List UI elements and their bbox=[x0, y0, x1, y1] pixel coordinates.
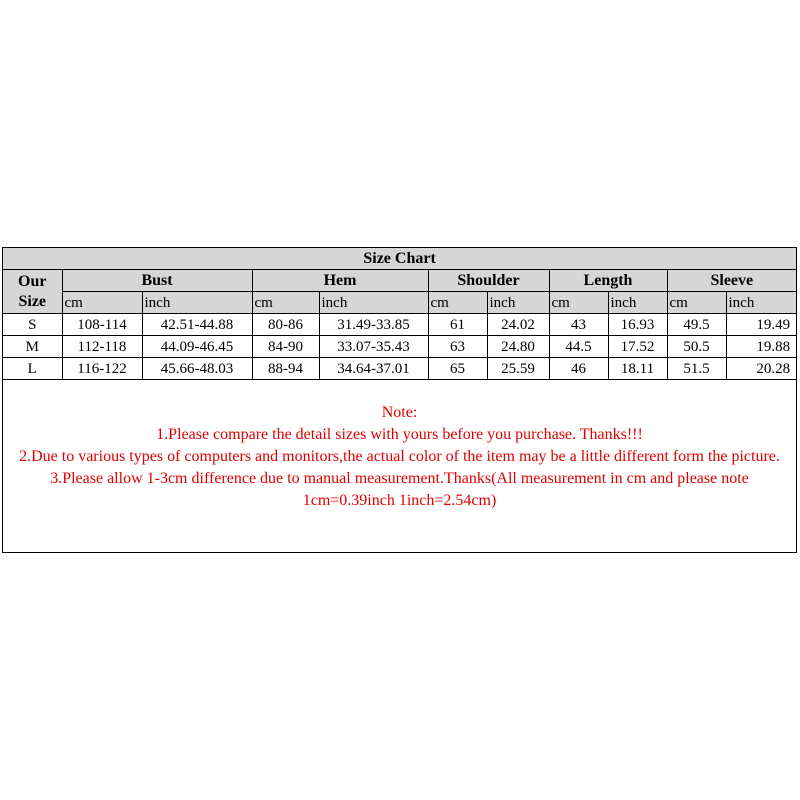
unit-label: inch bbox=[726, 292, 796, 314]
unit-label: inch bbox=[319, 292, 428, 314]
chart-title: Size Chart bbox=[3, 248, 796, 270]
table-cell: 112-118 bbox=[62, 336, 142, 358]
table-cell: 65 bbox=[428, 358, 487, 380]
table-cell: 46 bbox=[549, 358, 608, 380]
size-table bbox=[3, 248, 796, 380]
table-cell: 19.49 bbox=[726, 314, 796, 336]
unit-label: cm bbox=[667, 292, 726, 314]
length-header: Length bbox=[549, 270, 667, 292]
table-cell: 84-90 bbox=[252, 336, 319, 358]
table-cell: 16.93 bbox=[608, 314, 667, 336]
our-size-line1: Our bbox=[18, 272, 47, 290]
table-cell: 25.59 bbox=[487, 358, 549, 380]
unit-label: inch bbox=[142, 292, 252, 314]
sleeve-header: Sleeve bbox=[667, 270, 796, 292]
unit-label: inch bbox=[487, 292, 549, 314]
header-row bbox=[3, 270, 796, 292]
our-size-line2: Size bbox=[18, 292, 47, 310]
size-cell: M bbox=[3, 336, 62, 358]
table-cell: 42.51-44.88 bbox=[142, 314, 252, 336]
table-cell: 45.66-48.03 bbox=[142, 358, 252, 380]
our-size-header bbox=[3, 270, 62, 314]
table-cell: 61 bbox=[428, 314, 487, 336]
note-line-1: 1.Please compare the detail sizes with yours before you purchase. Thanks!!! bbox=[156, 426, 643, 443]
hem-header: Hem bbox=[252, 270, 428, 292]
table-cell: 24.02 bbox=[487, 314, 549, 336]
table-cell: 19.88 bbox=[726, 336, 796, 358]
note-heading: Note: bbox=[381, 404, 418, 421]
notes-section bbox=[3, 382, 796, 552]
note-line-2: 2.Due to various types of computers and monitors,the actual color of the item may be a little different form the picture. bbox=[19, 448, 780, 465]
size-chart bbox=[2, 247, 797, 553]
table-cell: 33.07-35.43 bbox=[319, 336, 428, 358]
unit-row bbox=[3, 292, 796, 314]
unit-label: cm bbox=[428, 292, 487, 314]
note-line-3: 3.Please allow 1-3cm difference due to manual measurement.Thanks(All measurement in cm and please note 1cm=0.39inch 1inch=2.54cm) bbox=[50, 470, 749, 509]
shoulder-header: Shoulder bbox=[428, 270, 549, 292]
table-cell: 88-94 bbox=[252, 358, 319, 380]
unit-label: cm bbox=[549, 292, 608, 314]
table-cell: 44.5 bbox=[549, 336, 608, 358]
table-cell: 108-114 bbox=[62, 314, 142, 336]
table-cell: 18.11 bbox=[608, 358, 667, 380]
table-cell: 20.28 bbox=[726, 358, 796, 380]
bust-header: Bust bbox=[62, 270, 252, 292]
unit-label: cm bbox=[252, 292, 319, 314]
table-row-s bbox=[3, 314, 796, 336]
table-cell: 43 bbox=[549, 314, 608, 336]
table-cell: 116-122 bbox=[62, 358, 142, 380]
table-row-m bbox=[3, 336, 796, 358]
table-row-l bbox=[3, 358, 796, 380]
table-cell: 31.49-33.85 bbox=[319, 314, 428, 336]
table-cell: 80-86 bbox=[252, 314, 319, 336]
table-cell: 49.5 bbox=[667, 314, 726, 336]
size-cell: L bbox=[3, 358, 62, 380]
table-cell: 24.80 bbox=[487, 336, 549, 358]
table-cell: 51.5 bbox=[667, 358, 726, 380]
title-row bbox=[3, 248, 796, 270]
table-cell: 34.64-37.01 bbox=[319, 358, 428, 380]
size-cell: S bbox=[3, 314, 62, 336]
table-cell: 63 bbox=[428, 336, 487, 358]
table-cell: 44.09-46.45 bbox=[142, 336, 252, 358]
table-cell: 50.5 bbox=[667, 336, 726, 358]
unit-label: cm bbox=[62, 292, 142, 314]
table-cell: 17.52 bbox=[608, 336, 667, 358]
unit-label: inch bbox=[608, 292, 667, 314]
